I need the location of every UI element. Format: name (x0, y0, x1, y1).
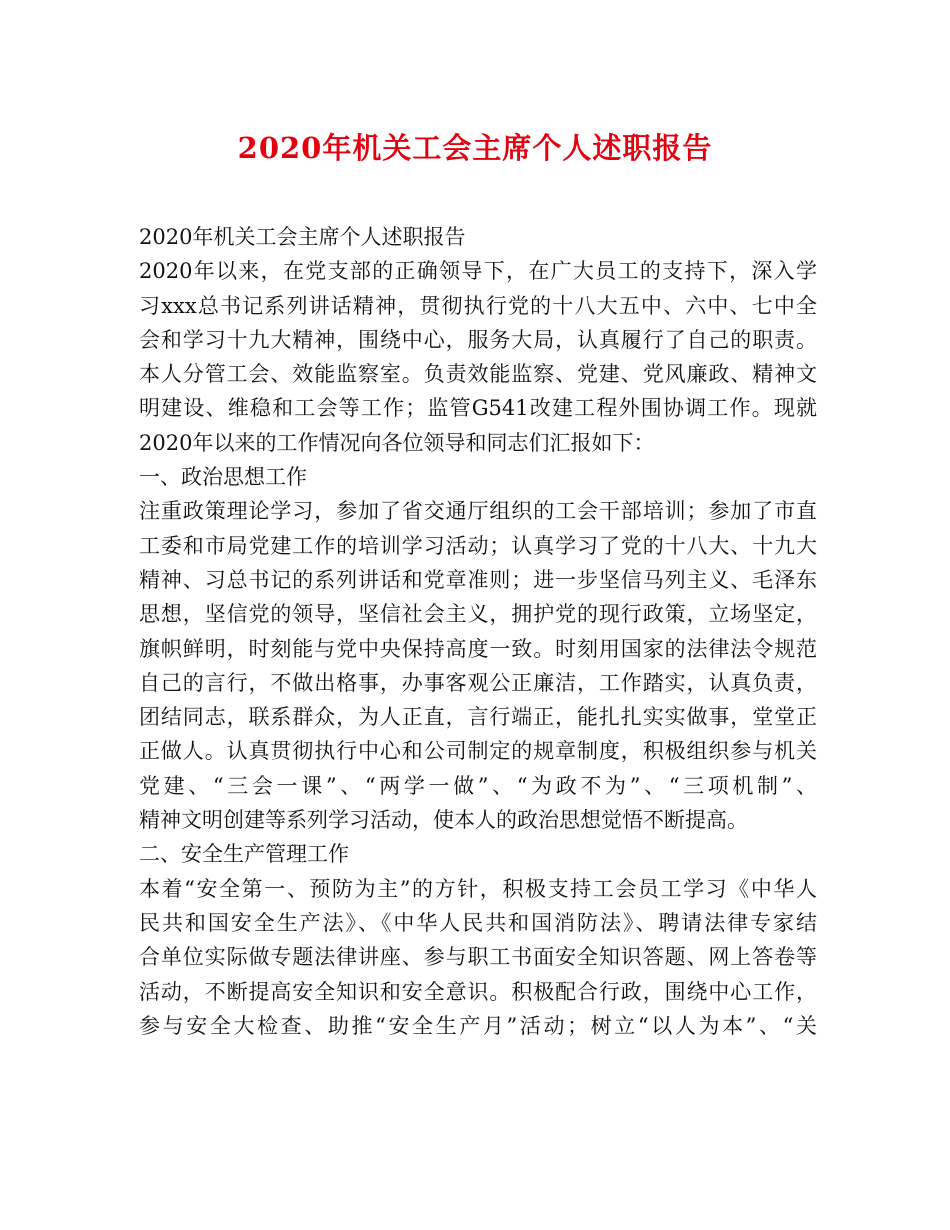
body-line: 本人分管工会、效能监察室。负责效能监察、党建、党风廉政、精神文 (139, 362, 817, 387)
body-line: 党建、“三会一课”、“两学一做”、“为政不为”、“三项机制”、 (139, 773, 817, 798)
body-line: 思想，坚信党的领导，坚信社会主义，拥护党的现行政策，立场坚定， (139, 602, 817, 627)
body-line: 2020年以来，在党支部的正确领导下，在广大员工的支持下，深入学 (139, 259, 817, 284)
body-line: 2020年机关工会主席个人述职报告 (139, 225, 466, 249)
body-line: 2020年以来的工作情况向各位领导和同志们汇报如下： (139, 430, 655, 455)
body-line: 旗帜鲜明，时刻能与党中央保持高度一致。时刻用国家的法律法令规范 (139, 636, 817, 661)
body-line: 会和学习十九大精神，围绕中心，服务大局，认真履行了自己的职责。 (139, 327, 817, 352)
body-line: 精神文明创建等系列学习活动，使本人的政治思想觉悟不断提高。 (139, 808, 748, 833)
body-line: 自己的言行，不做出格事，办事客观公正廉洁，工作踏实，认真负责， (139, 670, 817, 695)
body-line: 工委和市局党建工作的培训学习活动；认真学习了党的十八大、十九大 (139, 533, 817, 558)
body-line: 精神、习总书记的系列讲话和党章准则；进一步坚信马列主义、毛泽东 (139, 567, 817, 592)
body-line: 二、安全生产管理工作 (139, 842, 349, 867)
body-line: 一、政治思想工作 (139, 465, 307, 490)
body-line: 明建设、维稳和工会等工作；监管G541改建工程外围协调工作。现就 (139, 396, 817, 421)
body-line: 习xxx总书记系列讲话精神，贯彻执行党的十八大五中、六中、七中全 (139, 293, 817, 318)
document-title: 2020年机关工会主席个人述职报告 (237, 131, 713, 165)
body-line: 本着“安全第一、预防为主”的方针，积极支持工会员工学习《中华人 (139, 876, 817, 901)
body-line: 活动，不断提高安全知识和安全意识。积极配合行政，围绕中心工作， (139, 979, 817, 1004)
body-line: 合单位实际做专题法律讲座、参与职工书面安全知识答题、网上答卷等 (139, 945, 817, 970)
body-line: 参与安全大检查、助推“安全生产月”活动；树立“以人为本”、“关 (139, 1013, 817, 1038)
body-line: 注重政策理论学习，参加了省交通厅组织的工会干部培训；参加了市直 (139, 499, 817, 524)
body-line: 团结同志，联系群众，为人正直，言行端正，能扎扎实实做事，堂堂正 (139, 705, 817, 730)
document-body (139, 220, 817, 1043)
body-line: 正做人。认真贯彻执行中心和公司制定的规章制度，积极组织参与机关 (139, 739, 817, 764)
body-line: 民共和国安全生产法》、《中华人民共和国消防法》、聘请法律专家结 (139, 910, 817, 935)
